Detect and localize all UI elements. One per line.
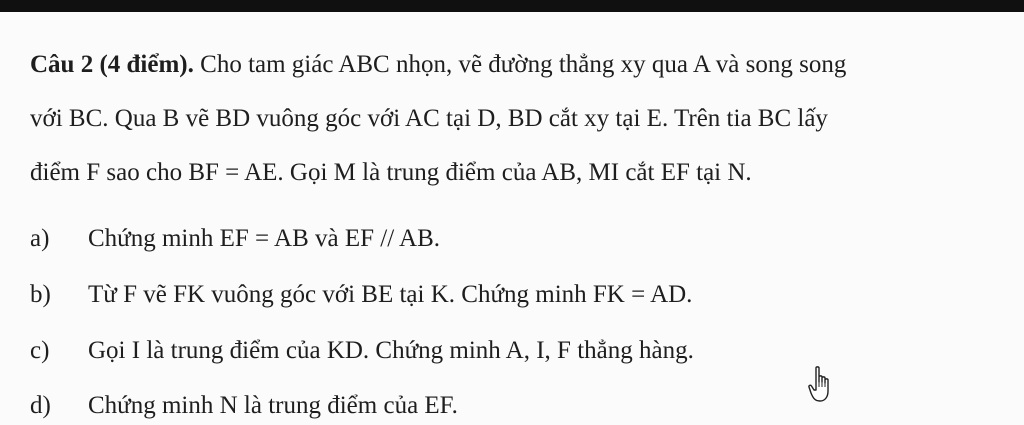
- problem-intro-line-3: điểm F sao cho BF = AE. Gọi M là trung điểm của AB, MI cắt EF tại N.: [30, 159, 752, 186]
- problem-intro-line-2: với BC. Qua B vẽ BD vuông góc với AC tại D, BD cắt xy tại E. Trên tia BC lấy: [30, 105, 828, 132]
- sub-question-label: d): [30, 392, 51, 419]
- sub-question-label: a): [30, 225, 50, 252]
- sub-question-a: [30, 224, 440, 254]
- sub-question-text: Chứng minh N là trung điểm của EF.: [88, 392, 458, 419]
- sub-question-d: [30, 391, 458, 421]
- sub-question-label: b): [30, 281, 51, 308]
- sub-question-label: c): [30, 337, 50, 364]
- problem-intro-line-1: [30, 50, 846, 80]
- sub-question-c: [30, 336, 694, 366]
- problem-heading: Câu 2 (4 điểm).: [30, 51, 194, 78]
- document-page: [0, 12, 1024, 425]
- hand-pointer-icon: [806, 365, 836, 405]
- sub-question-b: [30, 280, 692, 310]
- sub-question-text: Từ F vẽ FK vuông góc với BE tại K. Chứng minh FK = AD.: [88, 281, 693, 308]
- sub-question-text: Gọi I là trung điểm của KD. Chứng minh A, I, F thẳng hàng.: [88, 337, 694, 364]
- top-black-bar: [0, 0, 1024, 12]
- intro-text-1: Cho tam giác ABC nhọn, vẽ đường thẳng xy qua A và song song: [193, 51, 847, 78]
- sub-question-text: Chứng minh EF = AB và EF // AB.: [88, 225, 441, 252]
